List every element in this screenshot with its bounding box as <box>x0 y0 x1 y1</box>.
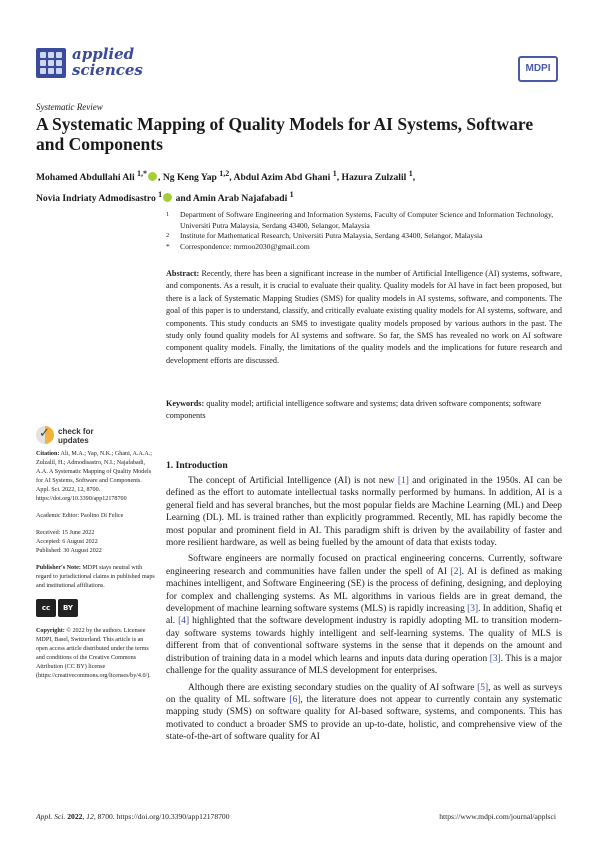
check-updates-icon <box>36 426 54 444</box>
abstract-text: Recently, there has been a significant increase in the number of Artificial Intelligence (AI) systems, software, and components. As a result, it is crucial to evaluate their quality. Quality models for AI have in fact been proposed, but there is a lack of Systematic Mapping Studies (SMS) for quality models in AI systems, software, and components. The goal of this paper is to understand, classify, and critically evaluate existing quality models for AI systems, software, and components. This study conducts an SMS to investigate quality models proposed by various authors in the past. The study only found quality models for AI systems and software. So far, the SMS has revealed no work on AI software component quality models. Finally, the limitations of the quality models and the implications for future research and development efforts are discussed. <box>166 269 562 365</box>
cc-icon: cc <box>36 599 56 617</box>
sidebar <box>36 450 156 689</box>
footer-journal-url[interactable]: https://www.mdpi.com/journal/applsci <box>439 812 556 821</box>
text-run: , the literature does not appear to currently contain any systematic mapping study (SMS) on software quality for AI-based software, systems, and components. This has motivated to conduct a broader SMS to provide an up-to-date, holistic, and comprehensive view of the state-of-the-art of software quality for AI <box>166 694 563 743</box>
affiliation-item <box>166 242 566 253</box>
author-affil: 1,2 <box>219 169 230 178</box>
check-updates-line2: updates <box>58 436 89 445</box>
text-run: The concept of Artificial Intelligence (AI) is not new <box>188 476 398 486</box>
author-affil: 1 <box>289 190 294 200</box>
abstract-label: Abstract: <box>166 269 200 278</box>
keywords-label: Keywords: <box>166 399 205 408</box>
affiliation-item <box>166 210 566 231</box>
section-heading: 1. Introduction <box>166 460 228 471</box>
published-date: Published: 30 August 2022 <box>36 548 102 554</box>
text-run: . This is a major challenge for the quality assurance of MLS development for enterprises. <box>166 653 562 677</box>
copyright-text: © 2022 by the authors. Licensee MDPI, Basel, Switzerland. This article is an open access article distributed under the terms and conditions of the Creative Commons Attribution (CC BY) license (https://creativecommons.org/licenses/by/4.0/). <box>36 628 151 679</box>
text-run: highlighted that the software development industry is rapidly adopting ML to transition modern-day software systems towards highly intelligent and self-learning systems. The quality of MLS is different from that of conventional software systems in the sense that it depends on the amount and distribution of training data in a model which learns and inputs data during operation <box>166 616 562 664</box>
abstract <box>166 268 562 367</box>
cc-by-license-badge[interactable] <box>36 599 156 617</box>
footer-volume: 12 <box>86 812 94 821</box>
paragraph <box>166 682 562 744</box>
author-affil: 1 <box>332 169 337 178</box>
publisher-note-label: Publisher's Note: <box>36 565 81 571</box>
body-text <box>166 475 562 748</box>
citation-link[interactable]: [5] <box>477 682 489 693</box>
text-run: . In addition, Shafiq et al. <box>166 604 562 627</box>
check-for-updates-button[interactable] <box>36 424 146 448</box>
citation-label: Citation: <box>36 451 60 457</box>
footer-citation: Appl. Sci. 2022, 12, 8700. https://doi.org/10.3390/app12178700 <box>36 812 230 821</box>
author-name[interactable]: , Abdul Azim Abd Ghani <box>229 172 331 184</box>
citation-link[interactable]: [6] <box>289 694 301 705</box>
author-sep: , <box>412 172 416 184</box>
affiliation-number: * <box>166 241 170 251</box>
citation-link[interactable]: [4] <box>178 616 190 627</box>
check-updates-line1: check for <box>58 427 94 436</box>
text-run: Although there are existing secondary studies on the quality of AI software <box>188 682 478 693</box>
correspondence[interactable]: Correspondence: mrmoo2030@gmail.com <box>180 241 310 251</box>
journal-name-line1: applied <box>72 45 135 63</box>
journal-name-line2: sciences <box>72 61 143 79</box>
keywords-text: quality model; artificial intelligence software and systems; data driven software components; software components <box>166 399 542 421</box>
author-affil: 1,* <box>137 169 148 178</box>
keywords <box>166 398 562 423</box>
by-icon: BY <box>58 599 78 617</box>
paper-title: A Systematic Mapping of Quality Models for AI Systems, Software and Components <box>36 114 534 154</box>
paragraph <box>166 475 562 549</box>
affiliation-item <box>166 231 566 242</box>
footer-doi[interactable]: , 8700. https://doi.org/10.3390/app12178700 <box>93 812 230 821</box>
citation-text: Ali, M.A.; Yap, N.K.; Ghani, A.A.A.; Zulzalil, H.; Admodisastro, N.I.; Najafabadi, A.A. A Systematic Mapping of Quality Models for AI Systems, Software and Components. Appl. Sci. 2022, 12, 8700. https://doi.org/10.3390/app12178700 <box>36 451 152 502</box>
citation-link[interactable]: [1] <box>397 476 409 486</box>
publisher-logo: MDPI <box>518 56 558 82</box>
publisher-note-text: MDPI stays neutral with regard to jurisdictional claims in published maps and institutional affiliations. <box>36 565 155 589</box>
academic-editor: Academic Editor: Paolino Di Felice <box>36 513 124 519</box>
author-list <box>36 165 556 207</box>
author-name[interactable]: Mohamed Abdullahi Ali <box>36 172 135 184</box>
citation-link[interactable]: [2] <box>450 566 462 577</box>
footer-year: 2022 <box>67 812 83 821</box>
publisher-note <box>36 564 156 591</box>
author-affil: 1 <box>158 190 163 200</box>
text-run: , as well as surveys on the quality of ML software <box>166 682 563 705</box>
orcid-icon[interactable] <box>163 193 172 202</box>
received-date: Received: 15 June 2022 <box>36 530 95 536</box>
article-type: Systematic Review <box>36 102 103 112</box>
affiliation-text: Institute for Mathematical Research, Universiti Putra Malaysia, Serdang 43400, Selangor, Malaysia <box>180 231 483 240</box>
author-name[interactable]: , Hazura Zulzalil <box>336 172 407 184</box>
journal-logo <box>36 48 66 78</box>
accepted-date: Accepted: 6 August 2022 <box>36 539 98 545</box>
affiliation-text: Department of Software Engineering and Information Systems, Faculty of Computer Science and Information Technology, Universiti Putra Malaysia, Serdang 43400, Selangor, Malaysia <box>180 210 554 230</box>
author-name[interactable]: , Ng Keng Yap <box>158 172 217 184</box>
affiliation-number: 1 <box>166 211 170 218</box>
dates <box>36 529 156 556</box>
affiliations <box>166 210 566 252</box>
citation <box>36 450 156 504</box>
orcid-icon[interactable] <box>148 172 157 181</box>
footer-journal: Appl. Sci. <box>36 812 66 821</box>
journal-name <box>72 46 143 78</box>
page-footer <box>36 812 556 821</box>
text-run: Software engineers are normally focused on practical engineering concerns. Currently, software engineering research and communities have fallen under the spell of AI <box>166 554 562 577</box>
author-affil: 1 <box>408 169 413 178</box>
citation-link[interactable]: [3] <box>467 604 479 615</box>
citation-link[interactable]: [3] <box>489 653 501 664</box>
text-run: . AI is defined as making machines intelligent, and Software Engineering (SE) is the process of defining, designing, and deploying for complex and challenging systems. As ML algorithms in various fields are in great demand, the development of machine learning software systems (MLS) is rapidly increasing <box>166 566 563 615</box>
author-name[interactable]: Novia Indriaty Admodisastro <box>36 193 156 205</box>
paragraph <box>166 553 562 677</box>
copyright-label: Copyright: <box>36 628 65 634</box>
affiliation-number: 2 <box>166 232 170 239</box>
copyright <box>36 627 156 681</box>
text-run: and originated in the 1950s. AI can be defined as the effort to automate intellectual tasks normally performed by humans. In addition, AI is a general field and has several branches, but the most popular fields are Machine Learning (ML) and Deep Learning (DL). ML is trained rather than explicitly programmed. Recently, ML has rapidly become the most popular and prominent field in AI. This paradigm shift is driven by the availability of faster and more resilient hardware, as well as being fuelled by the amount of data that exists today. <box>166 476 562 549</box>
author-name[interactable]: and Amin Arab Najafabadi <box>175 193 288 205</box>
